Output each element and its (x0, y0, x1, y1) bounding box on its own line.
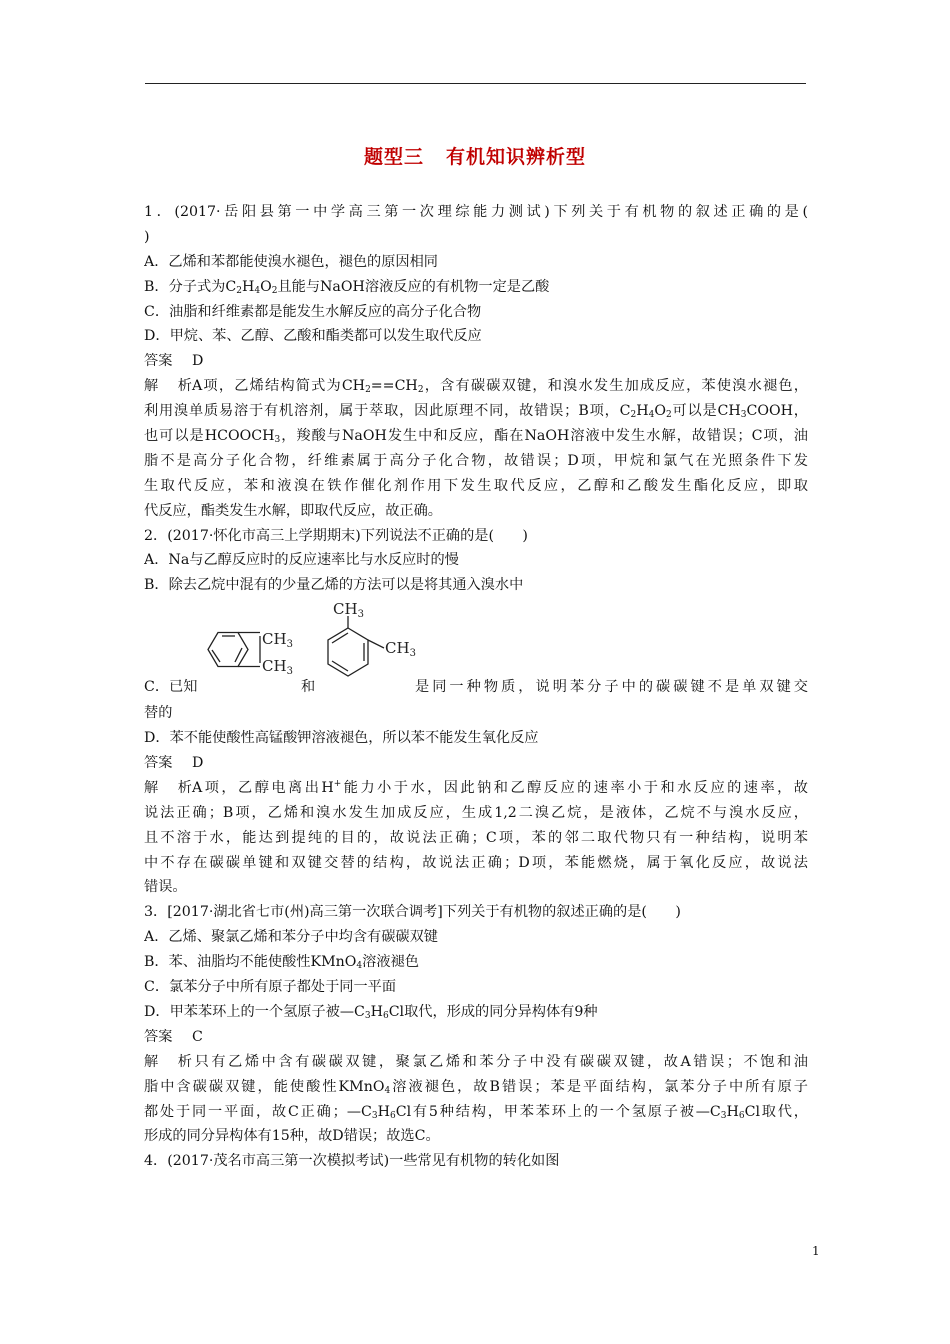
q1-option-d: D．甲烷、苯、乙醇、乙酸和酯类都可以发生取代反应 (144, 328, 482, 345)
q1-option-b: B．分子式为$C_2H_4O_2$且能与NaOH溶液反应的有机物一定是乙酸 (144, 278, 550, 296)
q3-option-a: A．乙烯、聚氯乙烯和苯分子中均含有碳碳双键 (144, 929, 438, 946)
q1-explanation-line: 生取代反应，苯和液溴在铁作催化剂作用下发生取代反应，乙醇和乙酸发生酯化反应，即取 (144, 477, 808, 494)
q2-explanation-line: 中不存在碳碳单键和双键交替的结构，故说法正确；D项，苯能燃烧，属于氧化反应，故说法 (144, 854, 808, 871)
q1-stem-cont: ) (144, 228, 150, 245)
q2-explanation-line: 说法正确；B项，乙烯和溴水发生加成反应，生成1,2二溴乙烷，是液体，乙烷不与溴水反应， (144, 804, 808, 821)
q3-explanation-line: 形成的同分异构体有15种，故D错误；故选C。 (144, 1128, 440, 1145)
q1-explanation-line: 脂不是高分子化合物，纤维素属于高分子化合物，故错误；D项，甲烷和氯气在光照条件下发 (144, 452, 808, 469)
q2-option-c-cont: 替的 (144, 705, 173, 722)
header-rule (145, 83, 806, 84)
q2-explanation-line: 且不溶于水，能达到提纯的目的，故说法正确；C项，苯的邻二取代物只有一种结构，说明苯 (144, 829, 808, 846)
ch3-label: $CH_3$ (262, 630, 293, 651)
q1-explanation-line: 也可以是$HCOOCH_3$，羧酸与NaOH发生中和反应，酯在NaOH溶液中发生水解，故错误；C项，油 (144, 428, 808, 446)
document-body (144, 200, 808, 1174)
q1-answer: 答案 D (144, 353, 204, 370)
ch3-label: $CH_3$ (333, 600, 364, 621)
q2-option-c: $CH_3$ $CH_3$ $CH_3$ $CH_3$ C．已知 和 是同一种物质，说明苯分子中的碳碳键不是单双键交 (144, 598, 808, 701)
q1-option-c: C．油脂和纤维素都是能发生水解反应的高分子化合物 (144, 303, 482, 320)
q2-answer: 答案 D (144, 755, 204, 772)
q1-option-a: A．乙烯和苯都能使溴水褪色，褪色的原因相同 (144, 253, 438, 270)
q2-explanation-line: 解析A项，乙醇电离出H+能力小于水，因此钠和乙醇反应的速率小于和水反应的速率，故 (144, 778, 808, 796)
q2-option-b: B．除去乙烷中混有的少量乙烯的方法可以是将其通入溴水中 (144, 577, 524, 594)
q2-option-a: A．Na与乙醇反应时的反应速率比与水反应时的慢 (144, 552, 459, 569)
structure-o-xylene (320, 598, 420, 698)
structure-benzocyclobutane-dimethyl (202, 630, 314, 692)
q1-stem: 1．(2017·岳阳县第一中学高三第一次理综能力测试)下列关于有机物的叙述正确的是( (144, 204, 808, 220)
ch3-label: $CH_3$ (262, 657, 293, 678)
q2-option-d: D．苯不能使酸性高锰酸钾溶液褪色，所以苯不能发生氧化反应 (144, 730, 539, 747)
q1-explanation-line: 解析A项，乙烯结构简式为$CH_2==CH_2$，含有碳碳双键，和溴水发生加成反应，苯使溴水褪色， (144, 378, 808, 396)
q3-answer: 答案 C (144, 1028, 203, 1045)
q4-stem: 4．(2017·茂名市高三第一次模拟考试)一些常见有机物的转化如图 (144, 1153, 560, 1170)
q3-stem: 3．[2017·湖北省七市(州)高三第一次联合调考]下列关于有机物的叙述正确的是( ) (144, 904, 681, 921)
q3-explanation-line: 都处于同一平面，故C正确；$—C_3H_6Cl$有5种结构，甲苯苯环上的一个氢原子被$—C_3H_6Cl$取代， (144, 1103, 808, 1121)
page-title: 题型三 有机知识辨析型 (363, 146, 587, 168)
q3-option-c: C．氯苯分子中所有原子都处于同一平面 (144, 979, 397, 996)
q3-option-b: B．苯、油脂均不能使酸性KMnO$_4$溶液褪色 (144, 954, 419, 972)
q1-explanation-line: 利用溴单质易溶于有机溶剂，属于萃取，因此原理不同，故错误；B项，$C_2H_4O_2$可以是$CH_3COOH$， (144, 403, 808, 421)
page-number: 1 (812, 1244, 820, 1258)
q3-option-d: D．甲苯苯环上的一个氢原子被$—C_3H_6Cl$取代，形成的同分异构体有9种 (144, 1003, 598, 1021)
ch3-label: $CH_3$ (385, 639, 416, 660)
q3-explanation-line: 脂中含碳碳双键，能使酸性KMnO$_4$溶液褪色，故B错误；苯是平面结构，氯苯分子中所有原子 (144, 1078, 808, 1096)
q1-explanation-line: 代反应，酯类发生水解，即取代反应，故正确。 (144, 502, 442, 519)
q3-explanation-line: 解析只有乙烯中含有碳碳双键，聚氯乙烯和苯分子中没有碳碳双键，故A错误；不饱和油 (144, 1053, 808, 1070)
q2-explanation-line: 错误。 (144, 879, 187, 896)
q2-stem: 2．(2017·怀化市高三上学期期末)下列说法不正确的是( ) (144, 527, 528, 544)
